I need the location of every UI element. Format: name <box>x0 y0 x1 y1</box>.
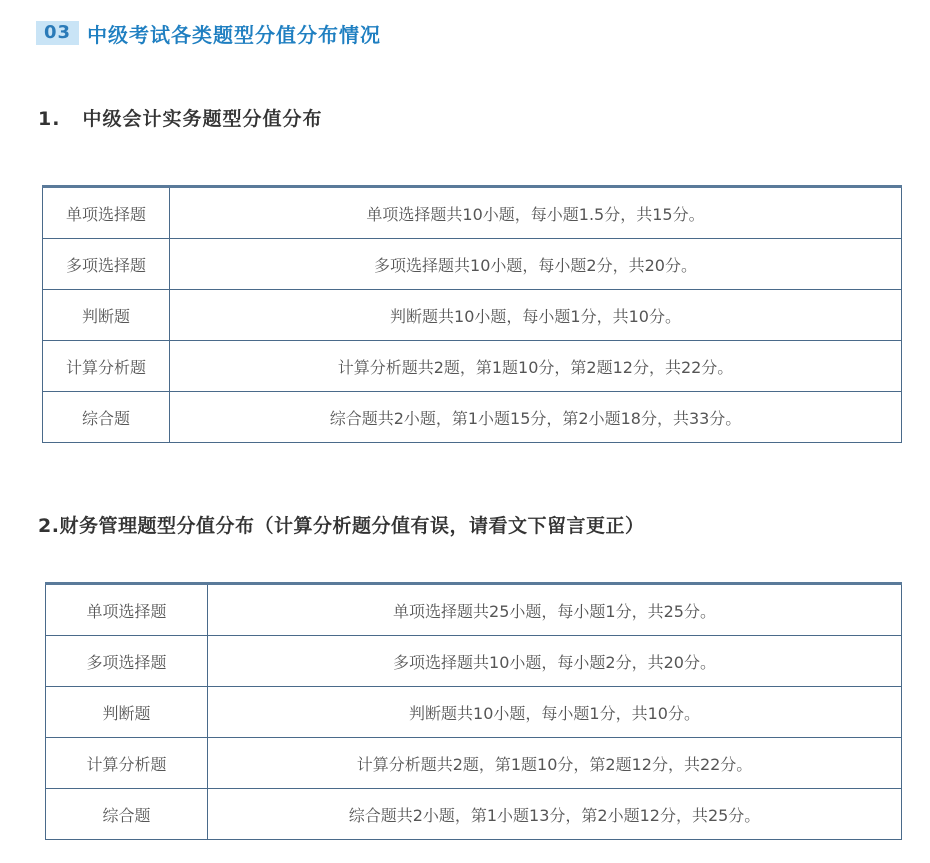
question-type-cell: 单项选择题 <box>43 187 170 239</box>
section-number-badge: 03 <box>36 21 79 45</box>
finance-score-table <box>45 582 902 840</box>
subsection-number: 2. <box>38 515 60 537</box>
question-type-cell: 单项选择题 <box>46 584 208 636</box>
score-description-cell: 判断题共10小题，每小题1分，共10分。 <box>170 290 902 341</box>
accounting-score-table <box>42 185 902 443</box>
subsection-title-finance <box>38 511 644 538</box>
score-description-cell: 计算分析题共2题，第1题10分，第2题12分，共22分。 <box>208 738 902 789</box>
question-type-cell: 计算分析题 <box>46 738 208 789</box>
question-type-cell: 多项选择题 <box>43 239 170 290</box>
question-type-cell: 综合题 <box>43 392 170 443</box>
subsection-title-accounting <box>38 104 322 131</box>
table-row <box>43 239 902 290</box>
table-row <box>46 636 902 687</box>
table-row <box>43 290 902 341</box>
table-row <box>46 687 902 738</box>
table-row <box>43 341 902 392</box>
score-description-cell: 单项选择题共25小题，每小题1分，共25分。 <box>208 584 902 636</box>
table-row <box>43 392 902 443</box>
subsection-number: 1. <box>38 108 61 130</box>
score-description-cell: 综合题共2小题，第1小题13分，第2小题12分，共25分。 <box>208 789 902 840</box>
score-description-cell: 判断题共10小题，每小题1分，共10分。 <box>208 687 902 738</box>
score-description-cell: 多项选择题共10小题，每小题2分，共20分。 <box>208 636 902 687</box>
question-type-cell: 判断题 <box>46 687 208 738</box>
table-row <box>46 738 902 789</box>
subsection-title-text: 中级会计实务题型分值分布 <box>82 108 323 130</box>
section-title: 中级考试各类题型分值分布情况 <box>87 22 382 47</box>
score-description-cell: 单项选择题共10小题，每小题1.5分，共15分。 <box>170 187 902 239</box>
table-row <box>46 789 902 840</box>
table-row <box>46 584 902 636</box>
question-type-cell: 综合题 <box>46 789 208 840</box>
score-description-cell: 综合题共2小题，第1小题15分，第2小题18分，共33分。 <box>170 392 902 443</box>
section-header <box>36 20 381 46</box>
score-description-cell: 计算分析题共2题，第1题10分，第2题12分，共22分。 <box>170 341 902 392</box>
table-row <box>43 187 902 239</box>
question-type-cell: 判断题 <box>43 290 170 341</box>
subsection-title-text: 财务管理题型分值分布（计算分析题分值有误，请看文下留言更正） <box>59 515 645 537</box>
question-type-cell: 多项选择题 <box>46 636 208 687</box>
question-type-cell: 计算分析题 <box>43 341 170 392</box>
score-description-cell: 多项选择题共10小题，每小题2分，共20分。 <box>170 239 902 290</box>
